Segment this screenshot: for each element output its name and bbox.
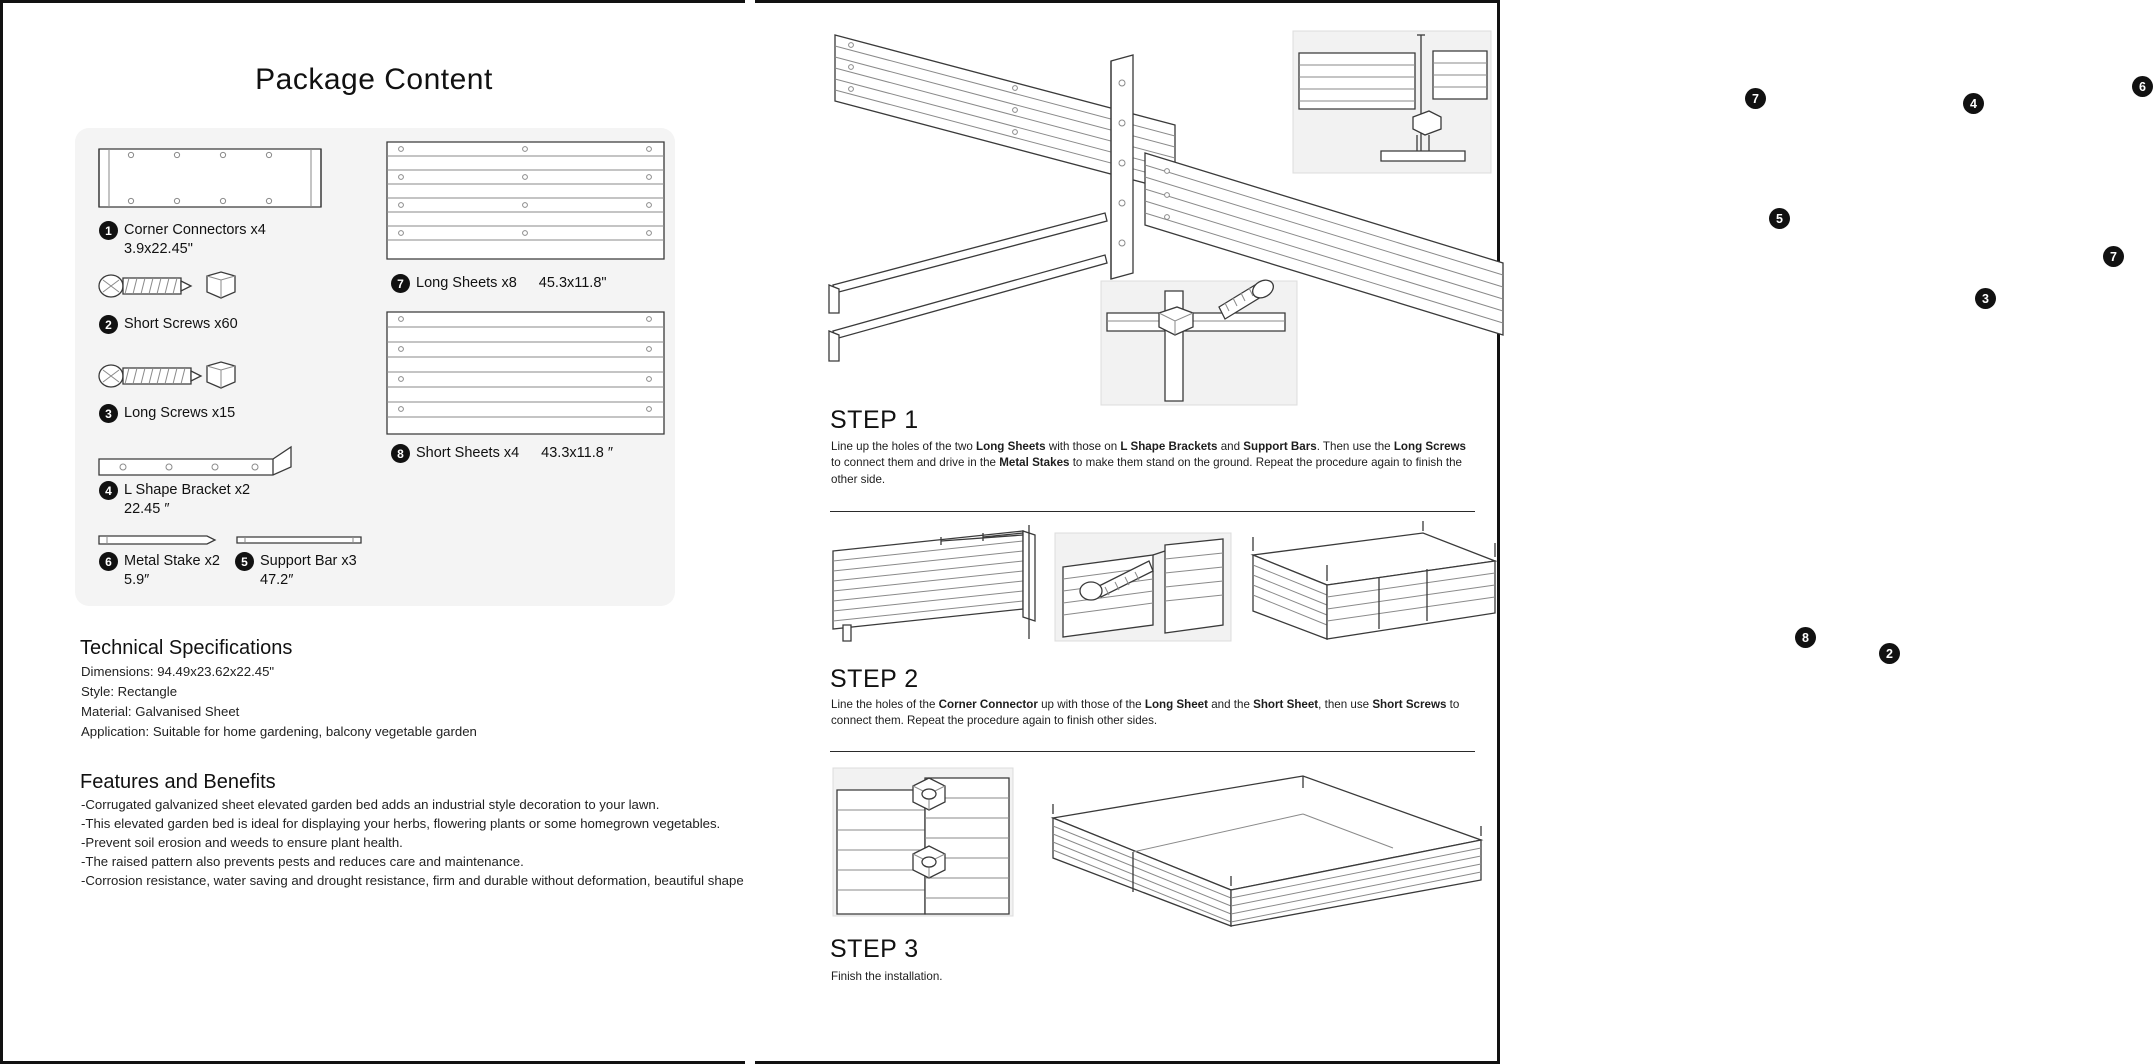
short-screw-art: [95, 268, 245, 304]
spec-line-3: Material: Galvanised Sheet: [81, 704, 240, 719]
corner-connector-art: [95, 143, 325, 213]
part-item-7: [391, 274, 607, 293]
feature-line-1: -Corrugated galvanized sheet elevated garden bed adds an industrial style decoration to your lawn.: [81, 797, 660, 812]
part-5-name: Support Bar x3: [260, 553, 357, 570]
part-6-dim: 5.9″: [124, 572, 150, 588]
l-bracket-art: [95, 443, 305, 483]
badge-4: 4: [99, 481, 118, 500]
badge-6: 6: [99, 552, 118, 571]
step2-badge-8: 8: [1795, 627, 1816, 648]
badge-1: 1: [99, 221, 118, 240]
feature-line-3: -Prevent soil erosion and weeds to ensure plant health.: [81, 835, 403, 850]
part-7-name: Long Sheets x8: [416, 275, 517, 292]
part-item-5: [235, 552, 357, 588]
part-4-name: L Shape Bracket x2: [124, 482, 251, 499]
part-item-3: [99, 404, 235, 423]
step-3-heading: STEP 3: [830, 935, 919, 963]
metal-stake-art: [95, 531, 220, 549]
feature-line-4: -The raised pattern also prevents pests and reduces care and maintenance.: [81, 854, 524, 869]
part-2-name: Short Screws x60: [124, 316, 238, 333]
step1-diagram: [815, 13, 1505, 413]
spec-line-2: Style: Rectangle: [81, 684, 178, 699]
features-heading: Features and Benefits: [80, 771, 276, 793]
short-sheet-art: [383, 308, 668, 438]
part-4-dim: 22.45 ″: [124, 501, 170, 517]
step-2-text: Line the holes of the Corner Connector up with those of the Long Sheet and the Short Sheet, then use Short Screws to connect them. Repeat the procedure again to finish other sides.: [831, 698, 1460, 728]
step1-badge-7b: 7: [2103, 246, 2124, 267]
feature-line-5: -Corrosion resistance, water saving and drought resistance, firm and durable without deformation, beautiful shape: [81, 873, 744, 888]
step-1-heading: STEP 1: [830, 406, 919, 434]
part-1-dim: 3.9x22.45": [124, 241, 193, 257]
part-item-4: [99, 481, 250, 517]
step2-diagram: [823, 521, 1503, 651]
long-sheet-art: [383, 138, 668, 263]
divider-2: [830, 751, 1475, 752]
spec-line-1: Dimensions: 94.49x23.62x22.45": [81, 664, 275, 679]
divider-1: [830, 511, 1475, 512]
badge-7: 7: [391, 274, 410, 293]
part-item-2: [99, 315, 238, 334]
badge-5: 5: [235, 552, 254, 571]
page-title: Package Content: [255, 63, 493, 96]
part-6-name: Metal Stake x2: [124, 553, 220, 570]
long-screw-art: [95, 358, 245, 394]
support-bar-art: [233, 531, 368, 549]
badge-3: 3: [99, 404, 118, 423]
part-8-name: Short Sheets x4: [416, 445, 520, 462]
part-1-name: Corner Connectors x4: [124, 222, 266, 239]
specs-heading: Technical Specifications: [80, 637, 293, 659]
part-item-8: [391, 444, 613, 463]
part-8-dim: 43.3x11.8 ″: [541, 445, 613, 462]
part-5-dim: 47.2″: [260, 572, 294, 588]
part-3-name: Long Screws x15: [124, 405, 236, 422]
step-3-text: Finish the installation.: [831, 970, 943, 983]
badge-2: 2: [99, 315, 118, 334]
badge-8: 8: [391, 444, 410, 463]
part-item-6: [99, 552, 220, 588]
step1-badge-3: 3: [1975, 288, 1996, 309]
step1-badge-7a: 7: [1745, 88, 1766, 109]
part-7-dim: 45.3x11.8": [538, 275, 607, 292]
right-panel: [755, 0, 2146, 1064]
step1-badge-4: 4: [1963, 93, 1984, 114]
step-2-heading: STEP 2: [830, 665, 919, 693]
step3-diagram: [833, 768, 1493, 928]
feature-line-2: -This elevated garden bed is ideal for displaying your herbs, flowering plants or some homegrown vegetables.: [81, 816, 721, 831]
part-item-1: [99, 221, 266, 257]
panel-gap: [745, 0, 755, 1064]
step2-badge-2: 2: [1879, 643, 1900, 664]
step-1-text: Line up the holes of the two Long Sheets with those on L Shape Brackets and Support Bars. Then use the Long Screws to connect them and drive in the Metal Stakes to make them stand on the ground. Repeat the procedure again to finish the other side.: [831, 440, 1466, 486]
spec-line-4: Application: Suitable for home gardening, balcony vegetable garden: [81, 724, 477, 739]
step1-badge-6: 6: [2132, 76, 2153, 97]
step1-badge-5: 5: [1769, 208, 1790, 229]
left-panel: [0, 0, 745, 1064]
